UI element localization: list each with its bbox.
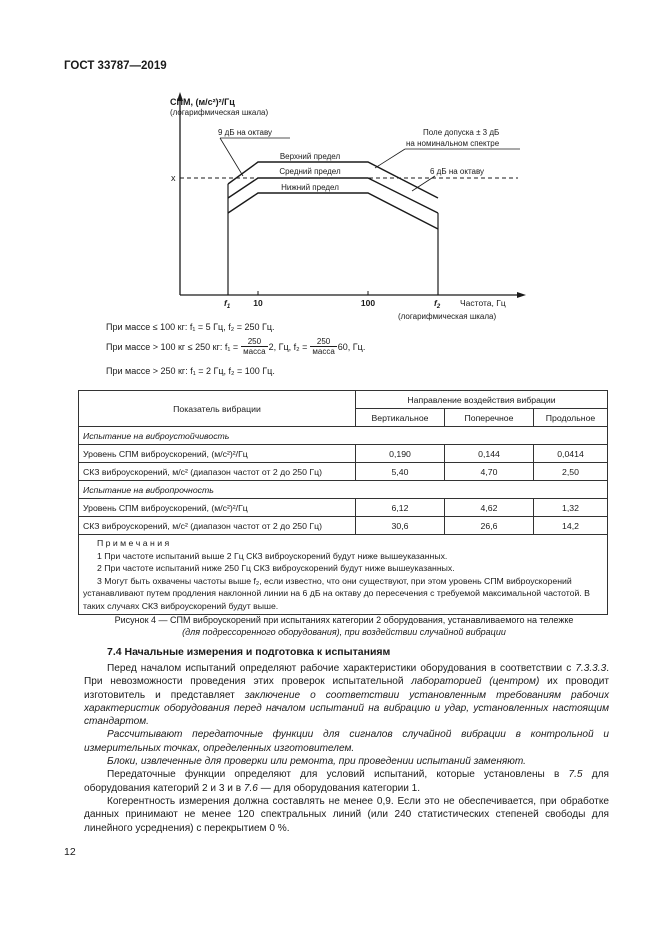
fraction-1: [241, 337, 267, 356]
lower-limit-label: Нижний предел: [281, 183, 339, 192]
tolerance-annotation-2: на номинальном спектре: [406, 139, 500, 148]
col-vertical-header: Вертикальное: [356, 409, 445, 427]
tolerance-annotation-1: Поле допуска ± 3 дБ: [423, 128, 500, 137]
section-title: 7.4 Начальные измерения и подготовка к испытаниям: [107, 646, 391, 658]
fraction-2-numerator: 250: [310, 337, 336, 347]
x-axis-label: Частота, Гц: [460, 298, 506, 308]
cell-value: 6,12: [356, 499, 445, 517]
body-text: [84, 662, 609, 835]
col-transverse-header: Поперечное: [445, 409, 534, 427]
mass-line-2-end: 60, Гц.: [337, 341, 366, 352]
paragraph-2: Рассчитывают передаточные функции для сигналов случайной вибрации в контрольной и измерительных точках, определенных изготовителем.: [84, 729, 609, 754]
paragraph-3: Блоки, извлеченные для проверки или ремонта, при проведении испытаний заменяют.: [107, 756, 526, 768]
slope-left-annotation: 9 дБ на октаву: [218, 128, 273, 137]
cell-value: 30,6: [356, 517, 445, 535]
tolerance-pointer: [375, 149, 405, 168]
cell-value: 26,6: [445, 517, 534, 535]
page-number: 12: [64, 846, 76, 858]
paragraph-4: Передаточные функции определяют для условий испытаний, которые установлены в 7.5 для оборудования категорий 2 и 3 и в 7.6 — для оборудования категории 1.: [84, 769, 609, 794]
cell-value: 2,50: [534, 463, 608, 481]
y-axis-label: СПМ, (м/с²)²/Гц: [170, 97, 235, 107]
x-tick-10: 10: [253, 298, 263, 308]
cell-value: 0,144: [445, 445, 534, 463]
col-indicator-header: Показатель вибрации: [79, 391, 356, 427]
x-axis-arrow: [517, 292, 526, 298]
caption-italic: (для подрессоренного оборудования), при воздействии случайной вибрации: [182, 627, 506, 637]
note-2: 2 При частоте испытаний ниже 250 Гц СКЗ виброускорений будут ниже вышеуказанных.: [97, 563, 455, 573]
vibration-table: [78, 390, 608, 615]
x-level-mark: x: [171, 173, 176, 183]
psd-figure: [150, 88, 530, 328]
x-tick-100: 100: [360, 298, 376, 308]
caption-main: Рисунок 4 — СПМ виброускорений при испытаниях категории 2 оборудования, устанавливаемого на тележке: [114, 615, 574, 625]
x-tick-f1: $f_1$: [224, 298, 231, 310]
row-label: Уровень СПМ виброускорений, (м/с²)²/Гц: [79, 499, 356, 517]
table-row: [79, 445, 608, 463]
mass-line-1: При массе ≤ 100 кг: f₁ = 5 Гц, f₂ = 250 Гц.: [106, 322, 275, 332]
cell-value: 4,62: [445, 499, 534, 517]
mass-line-3: При массе > 250 кг: f₁ = 2 Гц, f₂ = 100 Гц.: [106, 366, 275, 376]
cell-value: 0,0414: [534, 445, 608, 463]
table-notes: [79, 535, 608, 615]
cell-value: 5,40: [356, 463, 445, 481]
x-tick-f2: $f_2$: [434, 298, 441, 310]
table-row: [79, 499, 608, 517]
col-longitudinal-header: Продольное: [534, 409, 608, 427]
slope-left-pointer: [220, 138, 243, 176]
x-axis-scale-note: (логарифмическая шкала): [398, 312, 497, 321]
row-label: Уровень СПМ виброускорений, (м/с²)²/Гц: [79, 445, 356, 463]
table-section-2: Испытание на вибропрочность: [79, 481, 608, 499]
upper-limit-label: Верхний предел: [279, 152, 341, 161]
row-label: СКЗ виброускорений, м/с² (диапазон частот от 2 до 250 Гц): [79, 463, 356, 481]
cell-value: 0,190: [356, 445, 445, 463]
middle-limit-label: Средний предел: [279, 167, 341, 176]
mass-line-2-prefix: При массе > 100 кг ≤ 250 кг: f₁ =: [106, 341, 239, 352]
col-direction-header: Направление воздействия вибрации: [356, 391, 608, 409]
cell-value: 14,2: [534, 517, 608, 535]
cell-value: 4,70: [445, 463, 534, 481]
paragraph-1: Перед началом испытаний определяют рабочие характеристики оборудования в соответствии с 7.3.3.3. При невозможности проведения этих проверок испытательной лабораторией (центром) их проводит изготовитель и представляет заключение о соответствии установленным требованиям рабочих характеристик оборудования перед началом испытаний на вибрацию и удар, установленных настоящим стандартом.: [84, 663, 609, 728]
table-row: [79, 463, 608, 481]
cell-value: 1,32: [534, 499, 608, 517]
y-axis-scale-note: (логарифмическая шкала): [170, 108, 269, 117]
row-label: СКЗ виброускорений, м/с² (диапазон частот от 2 до 250 Гц): [79, 517, 356, 535]
table-section-1: Испытание на виброустойчивость: [79, 427, 608, 445]
mass-line-2: [106, 337, 365, 356]
document-header: ГОСТ 33787—2019: [64, 60, 167, 72]
lower-limit-line: [228, 193, 438, 229]
slope-right-annotation: 6 дБ на октаву: [430, 167, 485, 176]
figure-caption: [64, 614, 624, 638]
mass-line-2-mid: 2, Гц, f₂ =: [268, 341, 308, 352]
notes-title: П р и м е ч а н и я: [97, 538, 170, 548]
table-row: [79, 517, 608, 535]
note-1: 1 При частоте испытаний выше 2 Гц СКЗ виброускорений будут ниже вышеуказанных.: [97, 550, 448, 561]
fraction-1-numerator: 250: [241, 337, 267, 347]
fraction-1-denominator: масса: [243, 347, 266, 356]
fraction-2: [310, 337, 336, 356]
fraction-2-denominator: масса: [312, 347, 335, 356]
paragraph-5: Когерентность измерения должна составлять не менее 0,9. Если это не обеспечивается, при обработке данных принимают не менее 120 спектральных линий (или 240 статистических степеней свободы для линейного усреднения) с перекрытием 0 %.: [84, 795, 609, 834]
slope-right-pointer: [412, 176, 435, 191]
note-3: 3 Могут быть охвачены частоты выше f₂, если известно, что они существуют, при этом уровень СПМ виброускорений устанавливают путем продления наклонной линии на 6 дБ на октаву до пересечения с требуемой максимальной частотой. В таких случаях СКЗ виброускорений будут выше.: [83, 575, 590, 611]
